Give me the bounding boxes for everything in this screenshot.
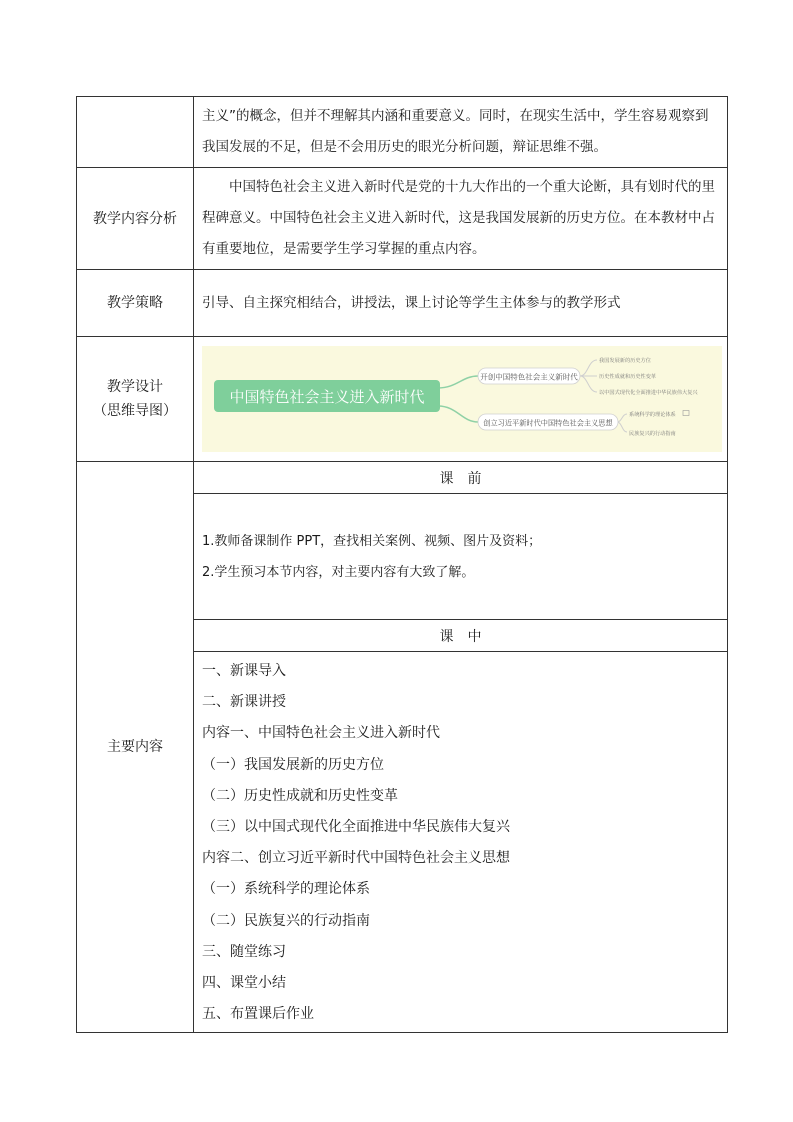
mindmap-branch1-leaf-3: 以中国式现代化全面推进中华民族伟大复兴 (599, 390, 698, 396)
main-content-label: 主要内容 (77, 462, 194, 1033)
content-analysis-row (77, 168, 728, 270)
continuation-text: 主义”的概念，但并不理解其内涵和重要意义。同时，在现实生活中，学生容易观察到我国发展的不足，但是不会用历史的眼光分析问题，辩证思维不强。 (194, 97, 728, 168)
in-class-item: （二）历史性成就和历史性变革 (202, 787, 398, 804)
continuation-label-cell (77, 97, 194, 168)
mindmap-branch2-leaf-2: 民族复兴的行动指南 (629, 431, 676, 437)
mindmap (202, 346, 722, 452)
in-class-item: （三）以中国式现代化全面推进中华民族伟大复兴 (202, 818, 510, 835)
in-class-item: 一、新课导入 (202, 663, 286, 679)
mindmap-branch1-text: 开创中国特色社会主义新时代 (480, 372, 578, 382)
in-class-item: 二、新课讲授 (202, 694, 286, 711)
in-class-item: 内容一、中国特色社会主义进入新时代 (202, 725, 440, 742)
in-class-item: 四、课堂小结 (202, 974, 286, 991)
design-row (77, 337, 728, 462)
mindmap-branch2-text: 创立习近平新时代中国特色社会主义思想 (483, 418, 613, 428)
main-content-row (77, 462, 728, 1033)
mindmap-cell (194, 337, 728, 462)
strategy-label: 教学策略 (77, 270, 194, 337)
pre-class-body (194, 494, 727, 620)
continuation-row (77, 97, 728, 168)
in-class-header: 课中 (194, 620, 727, 652)
content-analysis-label: 教学内容分析 (77, 168, 194, 270)
in-class-body (194, 652, 727, 1033)
strategy-row (77, 270, 728, 337)
mindmap-branch2-leaf-1: 系统科学的理论体系 (629, 412, 676, 418)
strategy-text: 引导、自主探究相结合，讲授法，课上讨论等学生主体参与的教学形式 (194, 270, 728, 337)
main-content-cell (194, 462, 728, 1033)
in-class-item: （二）民族复兴的行动指南 (202, 912, 370, 929)
pre-class-item-2: 2.学生预习本节内容，对主要内容有大致了解。 (202, 564, 475, 580)
in-class-item: 三、随堂练习 (202, 943, 286, 960)
in-class-item: （一）我国发展新的历史方位 (202, 756, 384, 773)
design-label-line1: 教学设计 (107, 379, 163, 395)
lesson-plan-table (76, 96, 728, 1033)
main-content-inner-table (194, 462, 727, 1032)
pre-class-item-1: 1.教师备课制作 PPT，查找相关案例、视频、图片及资料； (202, 533, 542, 549)
content-analysis-text: 中国特色社会主义进入新时代是党的十九大作出的一个重大论断，具有划时代的里程碑意义。中国特色社会主义进入新时代，这是我国发展新的历史方位。在本教材中占有重要地位，是需要学生学习掌握的重点内容。 (194, 168, 728, 270)
pre-class-header: 课前 (194, 462, 727, 494)
in-class-item: （一）系统科学的理论体系 (202, 881, 370, 898)
mindmap-branch1-leaf-2: 历史性成就和历史性变革 (599, 374, 657, 380)
mindmap-branch1-leaf-1: 我国发展新的历史方位 (599, 358, 651, 364)
in-class-item: 内容二、创立习近平新时代中国特色社会主义思想 (202, 850, 510, 867)
mindmap-root-text: 中国特色社会主义进入新时代 (229, 388, 425, 406)
design-label-cell (77, 337, 194, 462)
in-class-item: 五、布置课后作业 (202, 1006, 314, 1023)
design-label-line2: （思维导图） (93, 403, 177, 419)
